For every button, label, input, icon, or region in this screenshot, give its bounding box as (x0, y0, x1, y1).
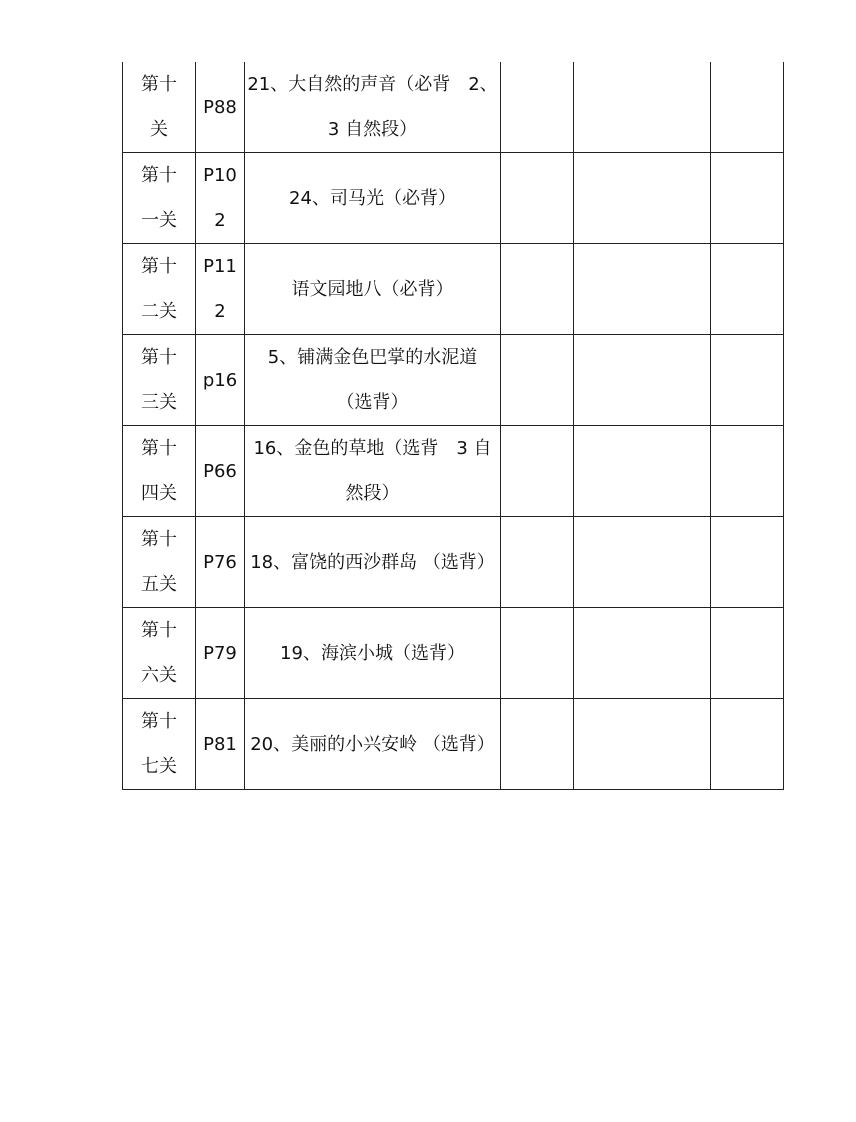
level-line-2: 六关 (141, 665, 177, 686)
title-line-1: 21、大自然的声音（必背 2、 (247, 74, 498, 95)
level-line-2: 三关 (141, 392, 177, 413)
blank-cell-2 (574, 699, 711, 790)
table-row (123, 517, 784, 608)
blank-cell-1 (501, 335, 574, 426)
table-row (123, 244, 784, 335)
level-line-2: 七关 (141, 756, 177, 777)
page-line-1: P66 (203, 460, 237, 482)
page-cell (196, 608, 245, 699)
table-row (123, 335, 784, 426)
blank-cell-1 (501, 608, 574, 699)
table-row (123, 608, 784, 699)
blank-cell-2 (574, 517, 711, 608)
blank-cell-3 (711, 62, 784, 153)
level-cell (123, 62, 196, 153)
level-line-1: 第十 (141, 347, 177, 368)
page-line-1: p16 (202, 369, 238, 391)
blank-cell-3 (711, 153, 784, 244)
title-line-2: 3 自然段） (327, 119, 418, 140)
blank-cell-2 (574, 335, 711, 426)
title-cell (245, 153, 501, 244)
title-line-1: 16、金色的草地（选背 3 自 (253, 438, 492, 459)
title-cell (245, 244, 501, 335)
level-line-1: 第十 (141, 438, 177, 459)
level-cell (123, 335, 196, 426)
blank-cell-1 (501, 62, 574, 153)
page-line-1: P11 (203, 256, 237, 277)
blank-cell-3 (711, 335, 784, 426)
blank-cell-3 (711, 426, 784, 517)
blank-cell-2 (574, 153, 711, 244)
level-cell (123, 244, 196, 335)
page-cell (196, 62, 245, 153)
title-line-1: 24、司马光（必背） (289, 187, 456, 209)
title-line-1: 18、富饶的西沙群岛 （选背） (250, 551, 495, 573)
page-cell (196, 335, 245, 426)
page-line-2: 2 (214, 301, 226, 322)
title-cell (245, 608, 501, 699)
title-line-2: 然段） (345, 483, 400, 504)
blank-cell-3 (711, 244, 784, 335)
page-cell (196, 699, 245, 790)
blank-cell-2 (574, 244, 711, 335)
blank-cell-3 (711, 517, 784, 608)
blank-cell-2 (574, 62, 711, 153)
blank-cell-2 (574, 608, 711, 699)
page-cell (196, 517, 245, 608)
page-line-1: P10 (203, 165, 237, 186)
blank-cell-2 (574, 426, 711, 517)
level-line-2: 关 (150, 119, 168, 140)
level-line-2: 五关 (141, 574, 177, 595)
level-cell (123, 608, 196, 699)
page-line-1: P76 (203, 551, 237, 573)
page-line-1: P79 (203, 642, 237, 664)
level-line-1: 第十 (141, 256, 177, 277)
title-cell (245, 517, 501, 608)
level-cell (123, 517, 196, 608)
page-cell (196, 153, 245, 244)
table-row (123, 699, 784, 790)
title-cell (245, 335, 501, 426)
title-cell (245, 62, 501, 153)
title-line-1: 20、美丽的小兴安岭 （选背） (250, 733, 495, 755)
blank-cell-1 (501, 153, 574, 244)
page-cell (196, 244, 245, 335)
title-cell (245, 699, 501, 790)
blank-cell-1 (501, 426, 574, 517)
blank-cell-3 (711, 699, 784, 790)
blank-cell-1 (501, 517, 574, 608)
blank-cell-1 (501, 244, 574, 335)
level-line-1: 第十 (141, 711, 177, 732)
table-row (123, 62, 784, 153)
level-line-1: 第十 (141, 529, 177, 550)
level-cell (123, 426, 196, 517)
level-line-2: 四关 (141, 483, 177, 504)
recitation-table (122, 62, 784, 790)
level-cell (123, 153, 196, 244)
title-cell (245, 426, 501, 517)
page-line-1: P81 (203, 733, 237, 755)
table-row (123, 153, 784, 244)
title-line-1: 语文园地八（必背） (291, 278, 454, 300)
page-cell (196, 426, 245, 517)
blank-cell-1 (501, 699, 574, 790)
level-line-2: 二关 (141, 301, 177, 322)
level-line-1: 第十 (141, 620, 177, 641)
level-line-1: 第十 (141, 165, 177, 186)
table-row (123, 426, 784, 517)
blank-cell-3 (711, 608, 784, 699)
page-line-2: 2 (214, 210, 226, 231)
title-line-2: （选背） (336, 392, 409, 413)
title-line-1: 19、海滨小城（选背） (280, 642, 465, 664)
level-line-2: 一关 (141, 210, 177, 231)
level-line-1: 第十 (141, 74, 177, 95)
title-line-1: 5、铺满金色巴掌的水泥道 (267, 347, 478, 368)
table-body (123, 62, 784, 790)
page-line-1: P88 (203, 96, 237, 118)
level-cell (123, 699, 196, 790)
